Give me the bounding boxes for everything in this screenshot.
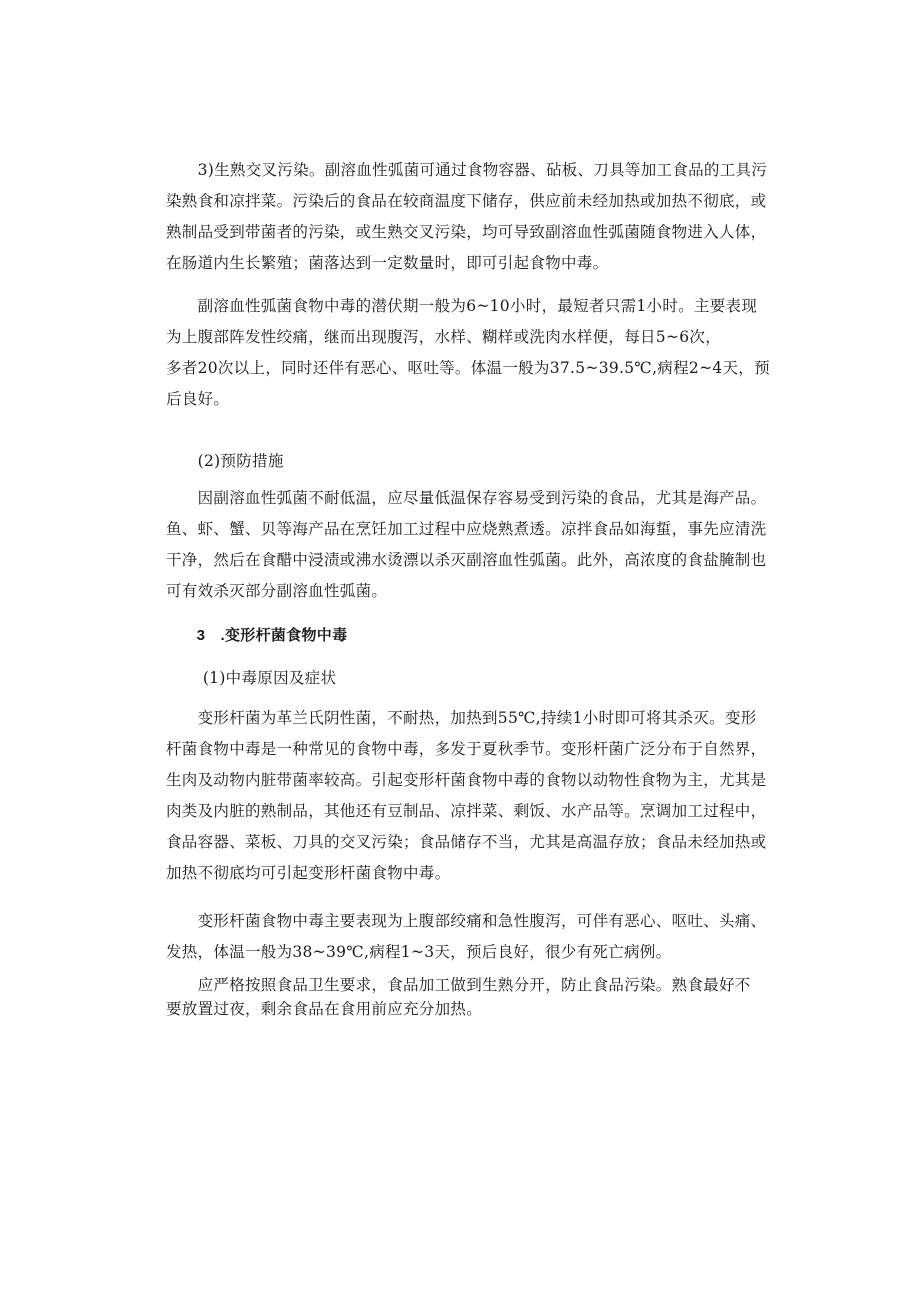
text-line: 为上腹部阵发性绞痛，继而出现腹泻，水样、糊样或洗肉水样便，每日5~6次，: [166, 328, 722, 346]
section-heading-proteus: [166, 620, 766, 651]
text-line: 鱼、虾、蟹、贝等海产品在烹饪加工过程中应烧熟煮透。凉拌食品如海蜇，事先应清洗: [166, 520, 767, 538]
text-line: 发热，体温一般为38~39℃,病程1~3天，预后良好，很少有死亡病例。: [166, 943, 672, 961]
text-line: 后良好。: [166, 390, 230, 408]
text-line: 副溶血性弧菌食物中毒的潜伏期一般为6~10小时，最短者只需1小时。主要表现: [166, 297, 758, 315]
paragraph-cross-contamination: [166, 155, 766, 279]
paragraph-proteus-cause: [166, 703, 766, 889]
text-line: 多者20次以上，同时还伴有恶心、呕吐等。体温一般为37.5~39.5℃,病程2~4天，预: [166, 359, 770, 377]
text-line: 可有效杀灭部分副溶血性弧菌。: [166, 582, 388, 600]
text-line: 要放置过夜，剩余食品在食用前应充分加热。: [166, 1000, 483, 1018]
text-line: 肉类及内脏的熟制品，其他还有豆制品、凉拌菜、剩饭、水产品等。烹调加工过程中，: [166, 802, 767, 820]
text-line: 熟制品受到带菌者的污染，或生熟交叉污染，均可导致副溶血性弧菌随食物进入人体，: [166, 223, 767, 241]
paragraph-proteus-prevention: [166, 973, 766, 1021]
text-line: (1)中毒原因及症状: [166, 669, 337, 687]
text-line: 生肉及动物内脏带菌率较高。引起变形杆菌食物中毒的食物以动物性食物为主，尤其是: [166, 771, 767, 789]
text-line: 因副溶血性弧菌不耐低温，应尽量低温保存容易受到污染的食品，尤其是海产品。: [166, 489, 767, 507]
text-line: 加热不彻底均可引起变形杆菌食物中毒。: [166, 864, 451, 882]
paragraph-prevention: [166, 483, 766, 607]
heading-prevention: [166, 446, 766, 477]
text-line: 干净，然后在食醋中浸渍或沸水烫漂以杀灭副溶血性弧菌。此外，高浓度的食盐腌制也: [166, 551, 767, 569]
text-line: (2)预防措施: [166, 452, 284, 470]
text-line: 应严格按照食品卫生要求，食品加工做到生熟分开，防止食品污染。熟食最好不: [166, 976, 751, 994]
text-line: 3)生熟交叉污染。副溶血性弧菌可通过食物容器、砧板、刀具等加工食品的工具污: [166, 161, 768, 179]
text-line: 变形杆菌为革兰氏阴性菌，不耐热，加热到55℃,持续1小时即可将其杀灭。变形: [166, 709, 757, 727]
text-line: 染熟食和凉拌菜。污染后的食品在较商温度下储存，供应前未经加热或加热不彻底，或: [166, 192, 767, 210]
text-line: 在肠道内生长繁殖；菌落达到一定数量时，即可引起食物中毒。: [166, 254, 609, 272]
subheading-cause-symptoms: [166, 663, 766, 694]
paragraph-vibrio-symptoms: [166, 291, 770, 415]
text-line: 食品容器、菜板、刀具的交叉污染；食品储存不当，尤其是高温存放；食品未经加热或: [166, 833, 767, 851]
text-line: 杆菌食物中毒是一种常见的食物中毒，多发于夏秋季节。变形杆菌广泛分布于自然界，: [166, 740, 767, 758]
text-line: 变形杆菌食物中毒主要表现为上腹部绞痛和急性腹泻，可伴有恶心、呕吐、头痛、: [166, 912, 767, 930]
paragraph-proteus-symptoms: [166, 906, 766, 968]
section-heading: 3 .变形杆菌食物中毒: [166, 627, 348, 644]
